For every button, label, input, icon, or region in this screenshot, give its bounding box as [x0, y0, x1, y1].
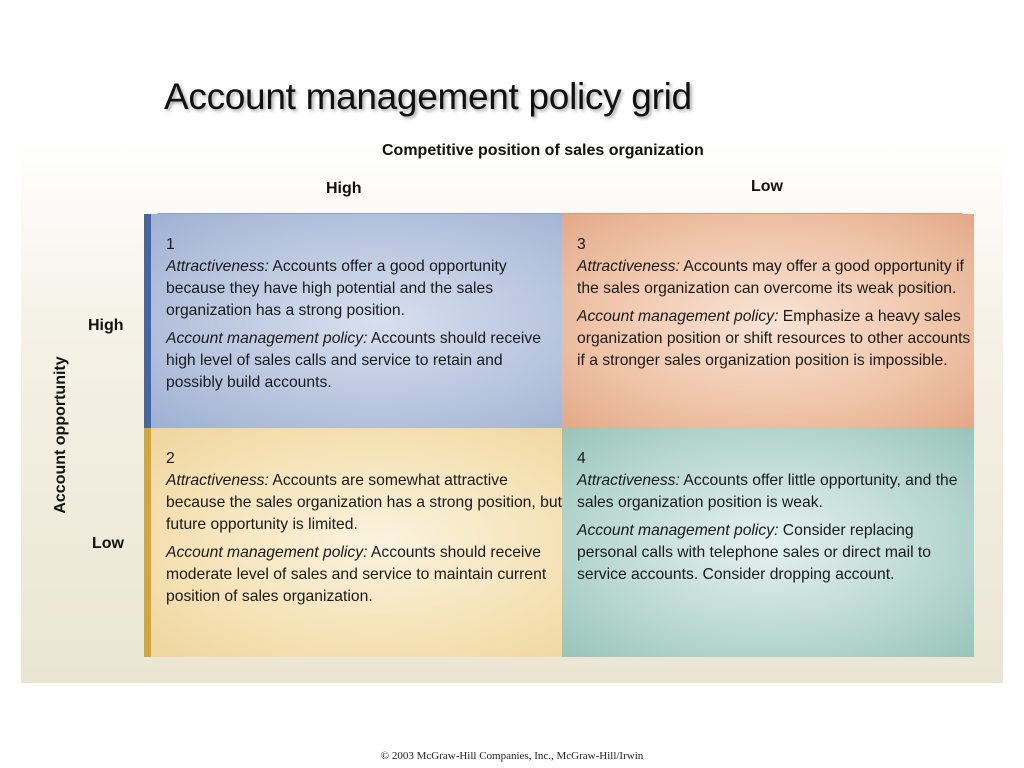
- policy-text: [166, 328, 562, 394]
- policy-label: Account management policy:: [166, 330, 368, 347]
- row-label-high: High: [88, 317, 124, 334]
- quadrant-number: 3: [577, 236, 586, 253]
- policy-body: Accounts should receive moderate level of sales and service to maintain current position of sales organization.: [166, 544, 547, 605]
- quadrant-number: 4: [577, 450, 586, 467]
- attractiveness-body: Accounts may offer a good opportunity if the sales organization can overcome its weak position.: [577, 258, 964, 297]
- policy-body: Emphasize a heavy sales organization position or shift resources to other accounts if a stronger sales organization position is impossible.: [577, 308, 971, 369]
- attractiveness-label: Attractiveness:: [577, 258, 680, 275]
- policy-label: Account management policy:: [577, 308, 779, 325]
- quadrant-2: [144, 428, 562, 657]
- policy-body: Consider replacing personal calls with telephone sales or direct mail to service accounts. Consider dropping account.: [577, 522, 932, 583]
- attractiveness-body: Accounts are somewhat attractive because the sales organization has a strong position, but future opportunity is limited.: [166, 472, 562, 533]
- attractiveness-label: Attractiveness:: [166, 472, 269, 489]
- policy-label: Account management policy:: [166, 544, 368, 561]
- attractiveness-text: [166, 470, 562, 536]
- attractiveness-text: [577, 256, 974, 300]
- quadrant-number: 2: [166, 450, 175, 467]
- quadrant-1: [144, 214, 562, 428]
- copyright-footer: © 2003 McGraw-Hill Companies, Inc., McGraw-Hill/Irwin: [380, 750, 644, 762]
- attractiveness-text: [166, 256, 562, 322]
- column-label-low: Low: [751, 178, 783, 195]
- policy-text: [166, 542, 562, 608]
- column-axis-title: Competitive position of sales organization: [382, 142, 704, 159]
- quadrant-number: 1: [166, 236, 175, 253]
- policy-text: [577, 306, 974, 372]
- row-axis-title: Account opportunity: [52, 356, 69, 514]
- attractiveness-body: Accounts offer a good opportunity because they have high potential and the sales organization has a strong position.: [166, 258, 507, 319]
- policy-text: [577, 520, 974, 586]
- policy-label: Account management policy:: [577, 522, 779, 539]
- attractiveness-label: Attractiveness:: [577, 472, 680, 489]
- quadrant-3: [562, 214, 974, 428]
- slide-title: Account management policy grid: [164, 76, 692, 117]
- column-label-high: High: [326, 180, 362, 197]
- attractiveness-label: Attractiveness:: [166, 258, 269, 275]
- attractiveness-text: [577, 470, 974, 514]
- quadrant-4: [562, 428, 974, 657]
- policy-body: Accounts should receive high level of sales calls and service to retain and possibly build accounts.: [166, 330, 541, 391]
- attractiveness-body: Accounts offer little opportunity, and the sales organization position is weak.: [577, 472, 958, 511]
- row-label-low: Low: [92, 535, 124, 552]
